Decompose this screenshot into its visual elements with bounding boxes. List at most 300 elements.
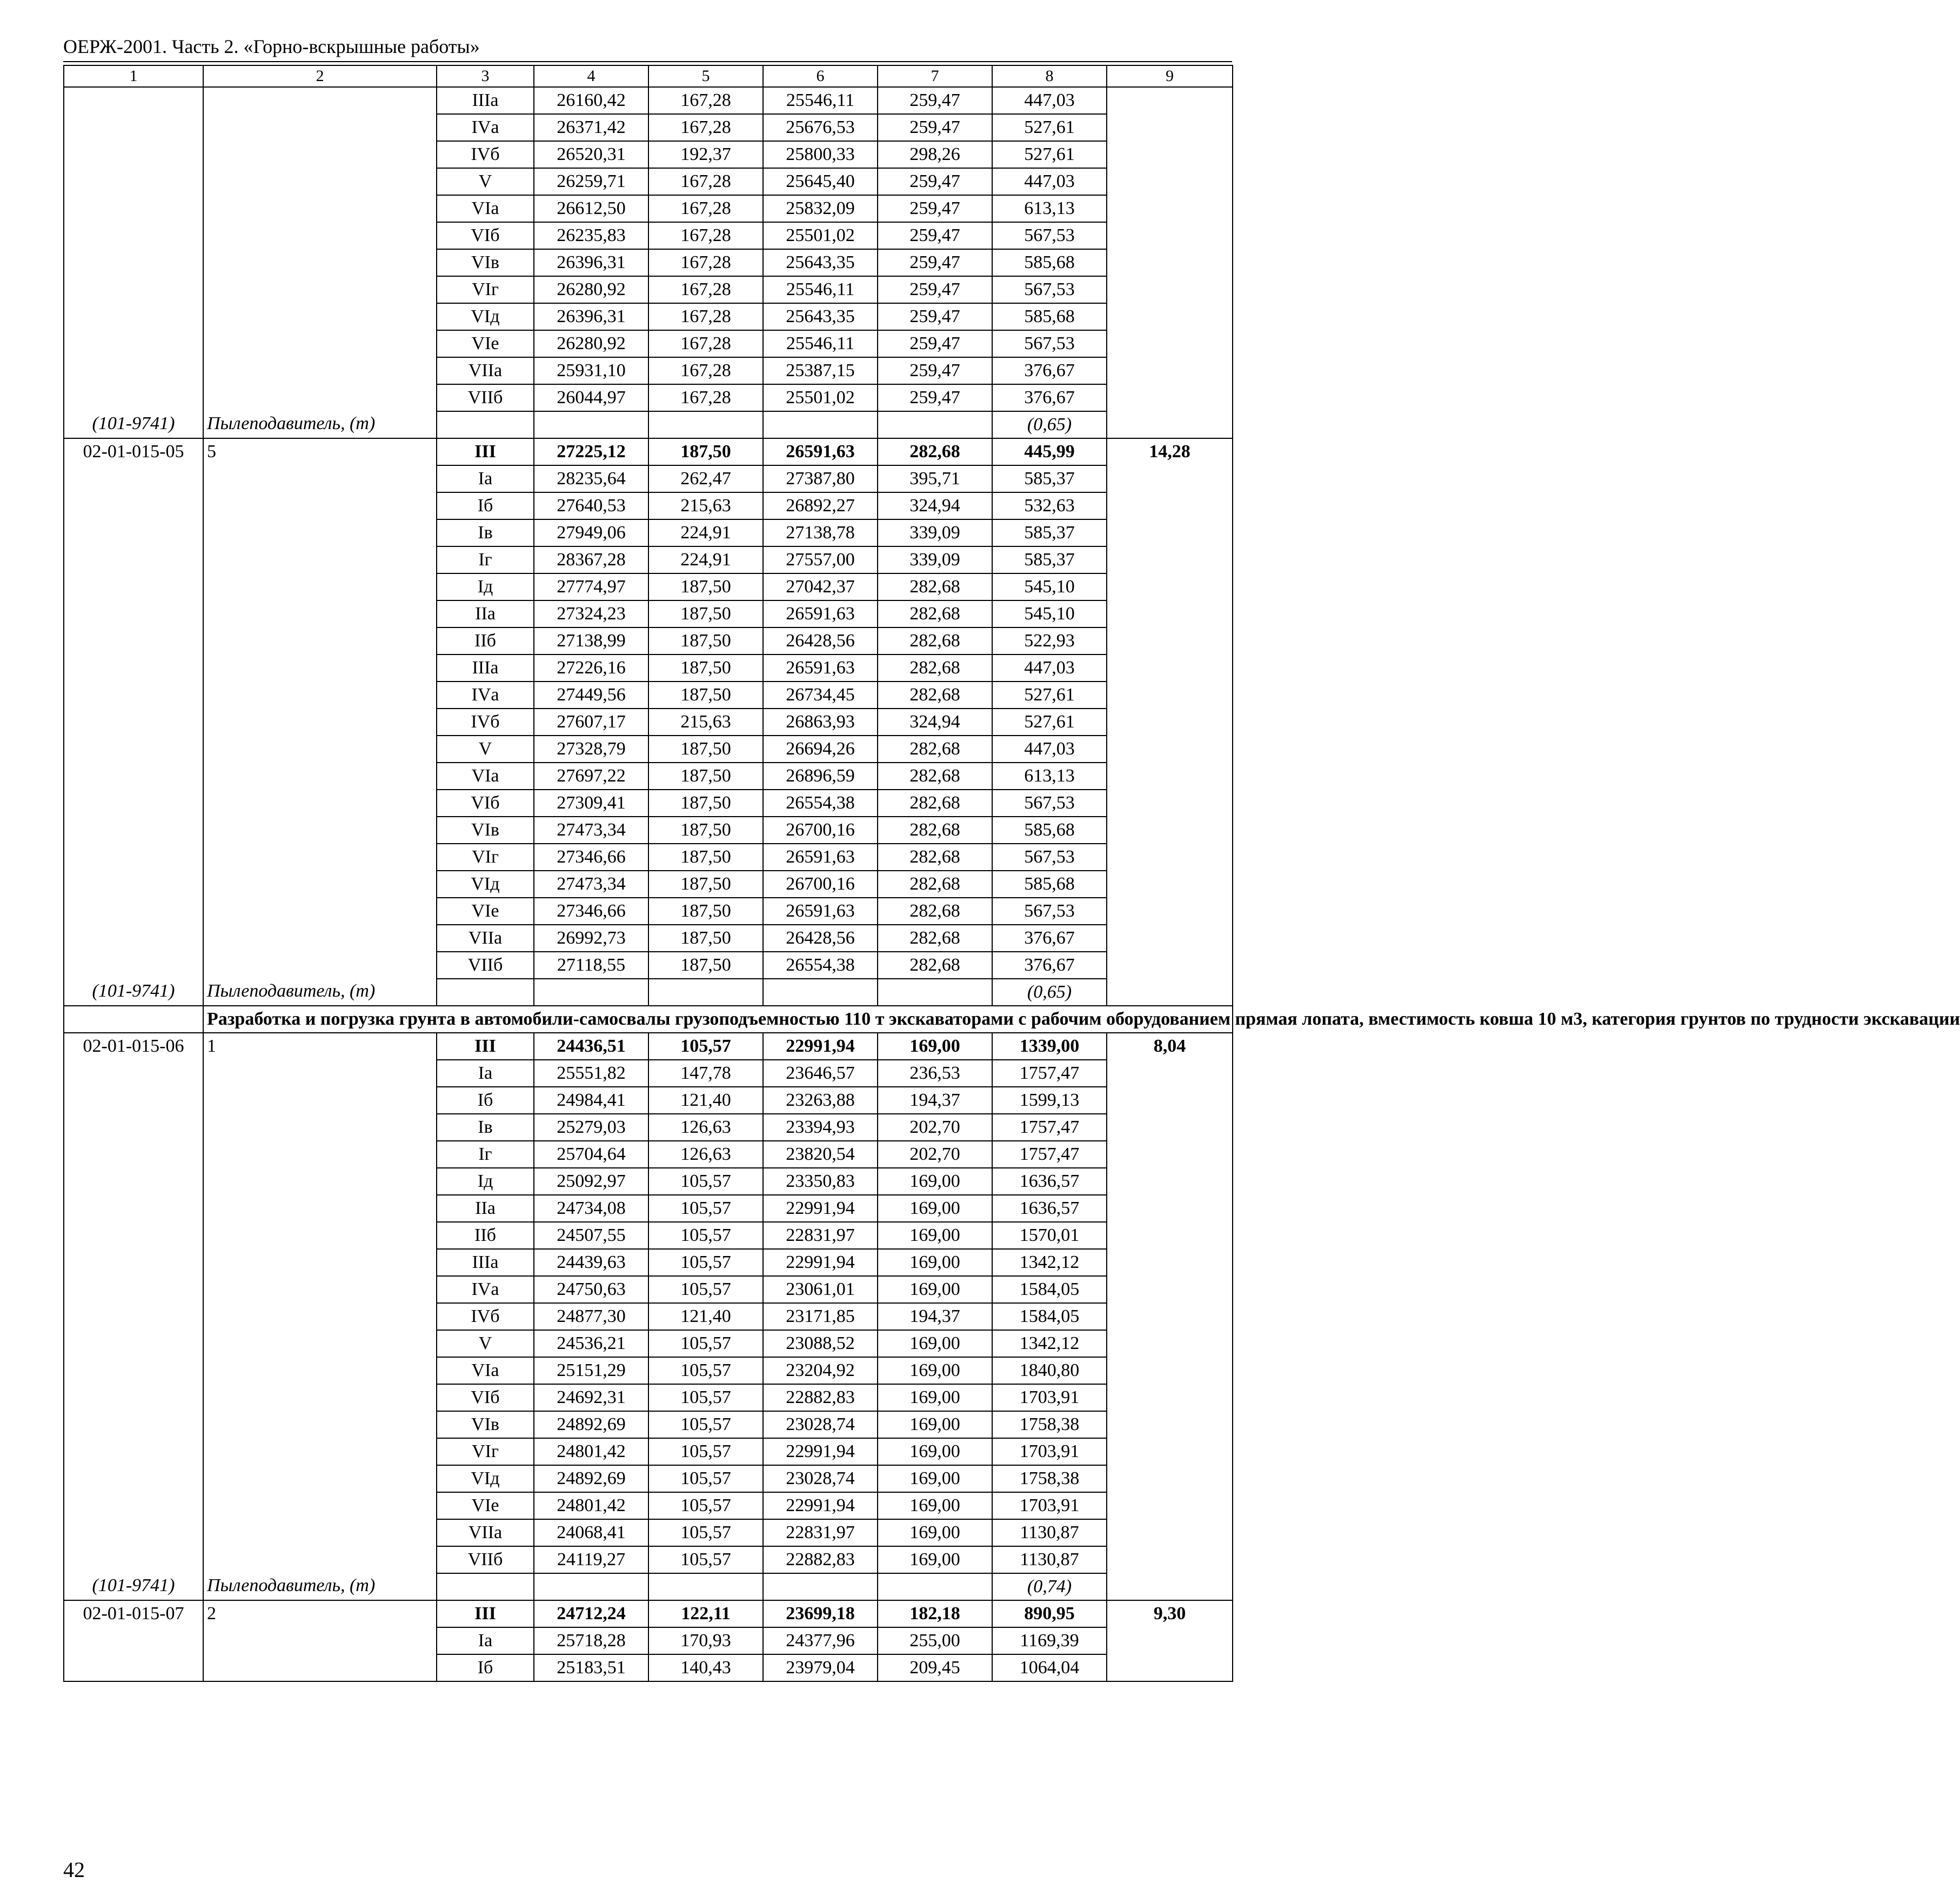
value-cell: 567,53 (992, 330, 1107, 357)
table-row (64, 1600, 1233, 1627)
value-cell: 167,28 (648, 303, 763, 330)
value-cell: 25546,11 (763, 276, 878, 303)
value-cell: 26280,92 (534, 276, 648, 303)
value-cell: 1064,04 (992, 1654, 1107, 1681)
value-cell: 167,28 (648, 195, 763, 222)
value-cell: 23028,74 (763, 1411, 878, 1438)
value-cell: 202,70 (878, 1114, 992, 1141)
value-cell: 1130,87 (992, 1519, 1107, 1546)
value-cell: 27473,34 (534, 871, 648, 898)
value-cell: 23646,57 (763, 1060, 878, 1087)
value-cell: 395,71 (878, 465, 992, 492)
soil-category: VIб (437, 222, 534, 249)
value-cell: 26235,83 (534, 222, 648, 249)
value-cell: 26520,31 (534, 141, 648, 168)
value-cell: 23820,54 (763, 1141, 878, 1168)
value-cell: 194,37 (878, 1303, 992, 1330)
value-cell: 376,67 (992, 952, 1107, 979)
value-cell: 26554,38 (763, 952, 878, 979)
value-cell: 585,37 (992, 546, 1107, 573)
value-cell: 26700,16 (763, 817, 878, 844)
value-cell: 28367,28 (534, 546, 648, 573)
value-cell: 24877,30 (534, 1303, 648, 1330)
value-cell: 126,63 (648, 1141, 763, 1168)
value-cell: 567,53 (992, 276, 1107, 303)
value-cell: 24892,69 (534, 1465, 648, 1492)
value-cell: 126,63 (648, 1114, 763, 1141)
soil-category: Iб (437, 1654, 534, 1681)
value-cell: 339,09 (878, 519, 992, 546)
column-number-row (64, 65, 1233, 87)
soil-category: VIб (437, 1384, 534, 1411)
rate-code-text: 02-01-015-05 (83, 442, 184, 462)
document-header-title: ОЕРЖ-2001. Часть 2. «Горно-вскрышные работы» (63, 36, 480, 57)
value-cell: 105,57 (648, 1492, 763, 1519)
value-cell: 26863,93 (763, 709, 878, 736)
empty-cell (437, 1573, 534, 1600)
value-cell: 187,50 (648, 600, 763, 627)
value-cell: 26044,97 (534, 384, 648, 411)
value-cell: 26591,63 (763, 898, 878, 925)
soil-category: Iб (437, 1087, 534, 1114)
value-cell: 25718,28 (534, 1627, 648, 1654)
soil-category: IIIа (437, 87, 534, 114)
value-cell: 26396,31 (534, 249, 648, 276)
value-cell: 23263,88 (763, 1087, 878, 1114)
value-cell: 259,47 (878, 168, 992, 195)
value-cell: 24734,08 (534, 1195, 648, 1222)
value-cell: 527,61 (992, 141, 1107, 168)
value-cell: 169,00 (878, 1384, 992, 1411)
dust-suppressant-code: (101-9741) (92, 981, 175, 1001)
value-cell: 28235,64 (534, 465, 648, 492)
soil-category: IIа (437, 600, 534, 627)
value-cell: 26428,56 (763, 925, 878, 952)
soil-category: VIг (437, 844, 534, 871)
value-cell: 26896,59 (763, 763, 878, 790)
value-cell: 376,67 (992, 925, 1107, 952)
value-cell: 23394,93 (763, 1114, 878, 1141)
value-cell: 224,91 (648, 519, 763, 546)
value-cell: 27328,79 (534, 736, 648, 763)
value-cell: 22991,94 (763, 1249, 878, 1276)
value-cell: 187,50 (648, 627, 763, 654)
value-cell: 585,68 (992, 871, 1107, 898)
value-cell: 27949,06 (534, 519, 648, 546)
value-cell: 1840,80 (992, 1357, 1107, 1384)
value-cell: 282,68 (878, 871, 992, 898)
header-rule (63, 61, 1232, 62)
soil-category: Iв (437, 1114, 534, 1141)
value-cell: 215,63 (648, 709, 763, 736)
value-cell: 27138,78 (763, 519, 878, 546)
value-cell: 24119,27 (534, 1546, 648, 1573)
value-cell: 447,03 (992, 736, 1107, 763)
value-cell: 25832,09 (763, 195, 878, 222)
value-cell: 447,03 (992, 168, 1107, 195)
value-cell: 26694,26 (763, 736, 878, 763)
soil-category: IVа (437, 682, 534, 709)
value-cell: 25387,15 (763, 357, 878, 384)
soil-category: IVа (437, 1276, 534, 1303)
value-cell: 169,00 (878, 1411, 992, 1438)
labor-cost: 9,30 (1107, 1600, 1233, 1681)
value-cell: 24984,41 (534, 1087, 648, 1114)
soil-category: VIг (437, 276, 534, 303)
column-number-6: 6 (763, 65, 878, 87)
empty-cell (763, 1573, 878, 1600)
value-cell: 26554,38 (763, 790, 878, 817)
soil-category: VIIб (437, 1546, 534, 1573)
soil-category: VIд (437, 871, 534, 898)
dust-suppressant-norm: (0,65) (992, 979, 1107, 1006)
value-cell: 27640,53 (534, 492, 648, 519)
value-cell: 105,57 (648, 1195, 763, 1222)
value-cell: 282,68 (878, 952, 992, 979)
soil-category: Iа (437, 465, 534, 492)
value-cell: 24439,63 (534, 1249, 648, 1276)
value-cell: 26700,16 (763, 871, 878, 898)
value-cell: 545,10 (992, 573, 1107, 600)
value-cell: 26591,63 (763, 654, 878, 682)
soil-category: Iа (437, 1627, 534, 1654)
value-cell: 167,28 (648, 87, 763, 114)
rate-parameter (203, 1033, 437, 1600)
soil-category: IVа (437, 114, 534, 141)
value-cell: 27138,99 (534, 627, 648, 654)
value-cell: 282,68 (878, 844, 992, 871)
table-row (64, 438, 1233, 465)
value-cell: 22831,97 (763, 1519, 878, 1546)
value-cell: 22991,94 (763, 1033, 878, 1060)
soil-category: V (437, 736, 534, 763)
value-cell: 1342,12 (992, 1330, 1107, 1357)
dust-suppressant-name: Пылеподавитель, (т) (207, 1575, 376, 1595)
value-cell: 105,57 (648, 1330, 763, 1357)
value-cell: 169,00 (878, 1546, 992, 1573)
soil-category: VIв (437, 1411, 534, 1438)
value-cell: 24692,31 (534, 1384, 648, 1411)
value-cell: 25151,29 (534, 1357, 648, 1384)
value-cell: 24436,51 (534, 1033, 648, 1060)
value-cell: 209,45 (878, 1654, 992, 1681)
value-cell: 1339,00 (992, 1033, 1107, 1060)
section-title-row (64, 1006, 1233, 1033)
value-cell: 167,28 (648, 168, 763, 195)
soil-category: IVб (437, 141, 534, 168)
value-cell: 22991,94 (763, 1195, 878, 1222)
soil-category: IIб (437, 1222, 534, 1249)
value-cell: 26396,31 (534, 303, 648, 330)
value-cell: 24801,42 (534, 1438, 648, 1465)
labor-cost (1107, 87, 1233, 438)
soil-category: VIа (437, 195, 534, 222)
value-cell: 23204,92 (763, 1357, 878, 1384)
soil-category: VIе (437, 898, 534, 925)
value-cell: 27309,41 (534, 790, 648, 817)
value-cell: 167,28 (648, 222, 763, 249)
value-cell: 187,50 (648, 817, 763, 844)
value-cell: 23350,83 (763, 1168, 878, 1195)
soil-category: V (437, 168, 534, 195)
empty-cell (763, 979, 878, 1006)
value-cell: 259,47 (878, 249, 992, 276)
soil-category: VIд (437, 303, 534, 330)
value-cell: 282,68 (878, 627, 992, 654)
value-cell: 26734,45 (763, 682, 878, 709)
value-cell: 105,57 (648, 1384, 763, 1411)
value-cell: 282,68 (878, 654, 992, 682)
soil-category: III (437, 1033, 534, 1060)
value-cell: 121,40 (648, 1303, 763, 1330)
value-cell: 121,40 (648, 1087, 763, 1114)
value-cell: 567,53 (992, 898, 1107, 925)
value-cell: 105,57 (648, 1438, 763, 1465)
value-cell: 1757,47 (992, 1114, 1107, 1141)
value-cell: 255,00 (878, 1627, 992, 1654)
value-cell: 282,68 (878, 898, 992, 925)
column-number-9: 9 (1107, 65, 1233, 87)
value-cell: 1636,57 (992, 1168, 1107, 1195)
rates-table-body (64, 65, 1960, 1681)
value-cell: 22831,97 (763, 1222, 878, 1249)
table-row (64, 1033, 1233, 1060)
value-cell: 324,94 (878, 492, 992, 519)
value-cell: 25645,40 (763, 168, 878, 195)
soil-category: VIв (437, 249, 534, 276)
soil-category: Iа (437, 1060, 534, 1087)
value-cell: 105,57 (648, 1465, 763, 1492)
value-cell: 105,57 (648, 1168, 763, 1195)
value-cell: 187,50 (648, 682, 763, 709)
value-cell: 26612,50 (534, 195, 648, 222)
value-cell: 613,13 (992, 195, 1107, 222)
value-cell: 282,68 (878, 438, 992, 465)
value-cell: 25279,03 (534, 1114, 648, 1141)
soil-category: IIIа (437, 654, 534, 682)
soil-category: VIа (437, 1357, 534, 1384)
value-cell: 169,00 (878, 1195, 992, 1222)
value-cell: 527,61 (992, 682, 1107, 709)
value-cell: 105,57 (648, 1519, 763, 1546)
soil-category: Iг (437, 1141, 534, 1168)
value-cell: 24377,96 (763, 1627, 878, 1654)
rates-table (63, 65, 1960, 1682)
value-cell: 259,47 (878, 276, 992, 303)
value-cell: 27557,00 (763, 546, 878, 573)
value-cell: 27346,66 (534, 898, 648, 925)
soil-category: IIIа (437, 1249, 534, 1276)
soil-category: VIв (437, 817, 534, 844)
value-cell: 585,68 (992, 303, 1107, 330)
value-cell: 25643,35 (763, 303, 878, 330)
empty-cell (534, 979, 648, 1006)
table-row (64, 87, 1233, 114)
column-number-2: 2 (203, 65, 437, 87)
value-cell: 27118,55 (534, 952, 648, 979)
value-cell: 22991,94 (763, 1438, 878, 1465)
value-cell: 25546,11 (763, 330, 878, 357)
value-cell: 187,50 (648, 844, 763, 871)
soil-category: Iг (437, 546, 534, 573)
value-cell: 26371,42 (534, 114, 648, 141)
value-cell: 147,78 (648, 1060, 763, 1087)
value-cell: 24750,63 (534, 1276, 648, 1303)
value-cell: 25092,97 (534, 1168, 648, 1195)
dust-suppressant-norm: (0,65) (992, 411, 1107, 438)
value-cell: 567,53 (992, 844, 1107, 871)
value-cell: 1584,05 (992, 1276, 1107, 1303)
value-cell: 25643,35 (763, 249, 878, 276)
value-cell: 1636,57 (992, 1195, 1107, 1222)
section-empty-cell (64, 1006, 203, 1033)
value-cell: 282,68 (878, 682, 992, 709)
value-cell: 26591,63 (763, 600, 878, 627)
value-cell: 527,61 (992, 114, 1107, 141)
value-cell: 1342,12 (992, 1249, 1107, 1276)
value-cell: 24712,24 (534, 1600, 648, 1627)
value-cell: 27473,34 (534, 817, 648, 844)
rate-code (64, 87, 203, 438)
value-cell: 167,28 (648, 330, 763, 357)
value-cell: 1703,91 (992, 1492, 1107, 1519)
value-cell: 187,50 (648, 871, 763, 898)
value-cell: 259,47 (878, 330, 992, 357)
value-cell: 167,28 (648, 276, 763, 303)
rate-code (64, 1033, 203, 1600)
value-cell: 522,93 (992, 627, 1107, 654)
value-cell: 259,47 (878, 357, 992, 384)
soil-category: VIIб (437, 384, 534, 411)
dust-suppressant-code: (101-9741) (92, 1575, 175, 1595)
value-cell: 187,50 (648, 898, 763, 925)
value-cell: 376,67 (992, 357, 1107, 384)
value-cell: 1757,47 (992, 1141, 1107, 1168)
value-cell: 187,50 (648, 925, 763, 952)
value-cell: 169,00 (878, 1519, 992, 1546)
empty-cell (648, 411, 763, 438)
value-cell: 1570,01 (992, 1222, 1107, 1249)
value-cell: 25676,53 (763, 114, 878, 141)
value-cell: 182,18 (878, 1600, 992, 1627)
value-cell: 202,70 (878, 1141, 992, 1168)
page-number: 42 (63, 1858, 85, 1882)
empty-cell (878, 411, 992, 438)
value-cell: 27449,56 (534, 682, 648, 709)
empty-cell (437, 979, 534, 1006)
labor-cost: 14,28 (1107, 438, 1233, 1006)
value-cell: 24068,41 (534, 1519, 648, 1546)
value-cell: 890,95 (992, 1600, 1107, 1627)
value-cell: 169,00 (878, 1276, 992, 1303)
value-cell: 282,68 (878, 925, 992, 952)
empty-cell (648, 979, 763, 1006)
value-cell: 27226,16 (534, 654, 648, 682)
value-cell: 259,47 (878, 222, 992, 249)
soil-category: IVб (437, 709, 534, 736)
value-cell: 585,37 (992, 465, 1107, 492)
value-cell: 26259,71 (534, 168, 648, 195)
value-cell: 25501,02 (763, 222, 878, 249)
value-cell: 215,63 (648, 492, 763, 519)
value-cell: 26428,56 (763, 627, 878, 654)
value-cell: 187,50 (648, 438, 763, 465)
empty-cell (878, 1573, 992, 1600)
value-cell: 27346,66 (534, 844, 648, 871)
value-cell: 170,93 (648, 1627, 763, 1654)
empty-cell (763, 411, 878, 438)
value-cell: 26591,63 (763, 844, 878, 871)
value-cell: 1584,05 (992, 1303, 1107, 1330)
soil-category: VIб (437, 790, 534, 817)
empty-cell (878, 979, 992, 1006)
value-cell: 27387,80 (763, 465, 878, 492)
soil-category: VIIа (437, 357, 534, 384)
value-cell: 25546,11 (763, 87, 878, 114)
value-cell: 192,37 (648, 141, 763, 168)
value-cell: 527,61 (992, 709, 1107, 736)
value-cell: 25931,10 (534, 357, 648, 384)
column-number-3: 3 (437, 65, 534, 87)
soil-category: IVб (437, 1303, 534, 1330)
value-cell: 23171,85 (763, 1303, 878, 1330)
value-cell: 282,68 (878, 736, 992, 763)
value-cell: 24536,21 (534, 1330, 648, 1357)
soil-category: VIе (437, 1492, 534, 1519)
value-cell: 282,68 (878, 790, 992, 817)
value-cell: 27324,23 (534, 600, 648, 627)
dust-suppressant-name: Пылеподавитель, (т) (207, 413, 376, 433)
value-cell: 27774,97 (534, 573, 648, 600)
value-cell: 22882,83 (763, 1384, 878, 1411)
value-cell: 259,47 (878, 114, 992, 141)
soil-category: Iд (437, 1168, 534, 1195)
soil-category: Iв (437, 519, 534, 546)
value-cell: 339,09 (878, 546, 992, 573)
rate-parameter (203, 438, 437, 1006)
value-cell: 169,00 (878, 1249, 992, 1276)
value-cell: 105,57 (648, 1276, 763, 1303)
value-cell: 169,00 (878, 1168, 992, 1195)
value-cell: 187,50 (648, 790, 763, 817)
value-cell: 187,50 (648, 654, 763, 682)
rate-parameter (203, 87, 437, 438)
value-cell: 26992,73 (534, 925, 648, 952)
value-cell: 26280,92 (534, 330, 648, 357)
empty-cell (534, 411, 648, 438)
value-cell: 545,10 (992, 600, 1107, 627)
empty-cell (534, 1573, 648, 1600)
value-cell: 585,68 (992, 249, 1107, 276)
value-cell: 169,00 (878, 1438, 992, 1465)
value-cell: 1758,38 (992, 1411, 1107, 1438)
value-cell: 1757,47 (992, 1060, 1107, 1087)
value-cell: 567,53 (992, 222, 1107, 249)
dust-suppressant-norm: (0,74) (992, 1573, 1107, 1600)
soil-category: VIа (437, 763, 534, 790)
value-cell: 167,28 (648, 357, 763, 384)
value-cell: 105,57 (648, 1546, 763, 1573)
value-cell: 105,57 (648, 1249, 763, 1276)
value-cell: 447,03 (992, 654, 1107, 682)
section-title: Разработка и погрузка грунта в автомобили-самосвалы грузоподъемностью 110 т экскаваторами с рабочим оборудованием прямая лопата, вместимость ковша 10 м3, категория грунтов по трудности экскавации (203, 1006, 1233, 1033)
value-cell: 1599,13 (992, 1087, 1107, 1114)
soil-category: VIIа (437, 925, 534, 952)
soil-category: VIе (437, 330, 534, 357)
value-cell: 140,43 (648, 1654, 763, 1681)
soil-category: VIд (437, 1465, 534, 1492)
value-cell: 105,57 (648, 1357, 763, 1384)
